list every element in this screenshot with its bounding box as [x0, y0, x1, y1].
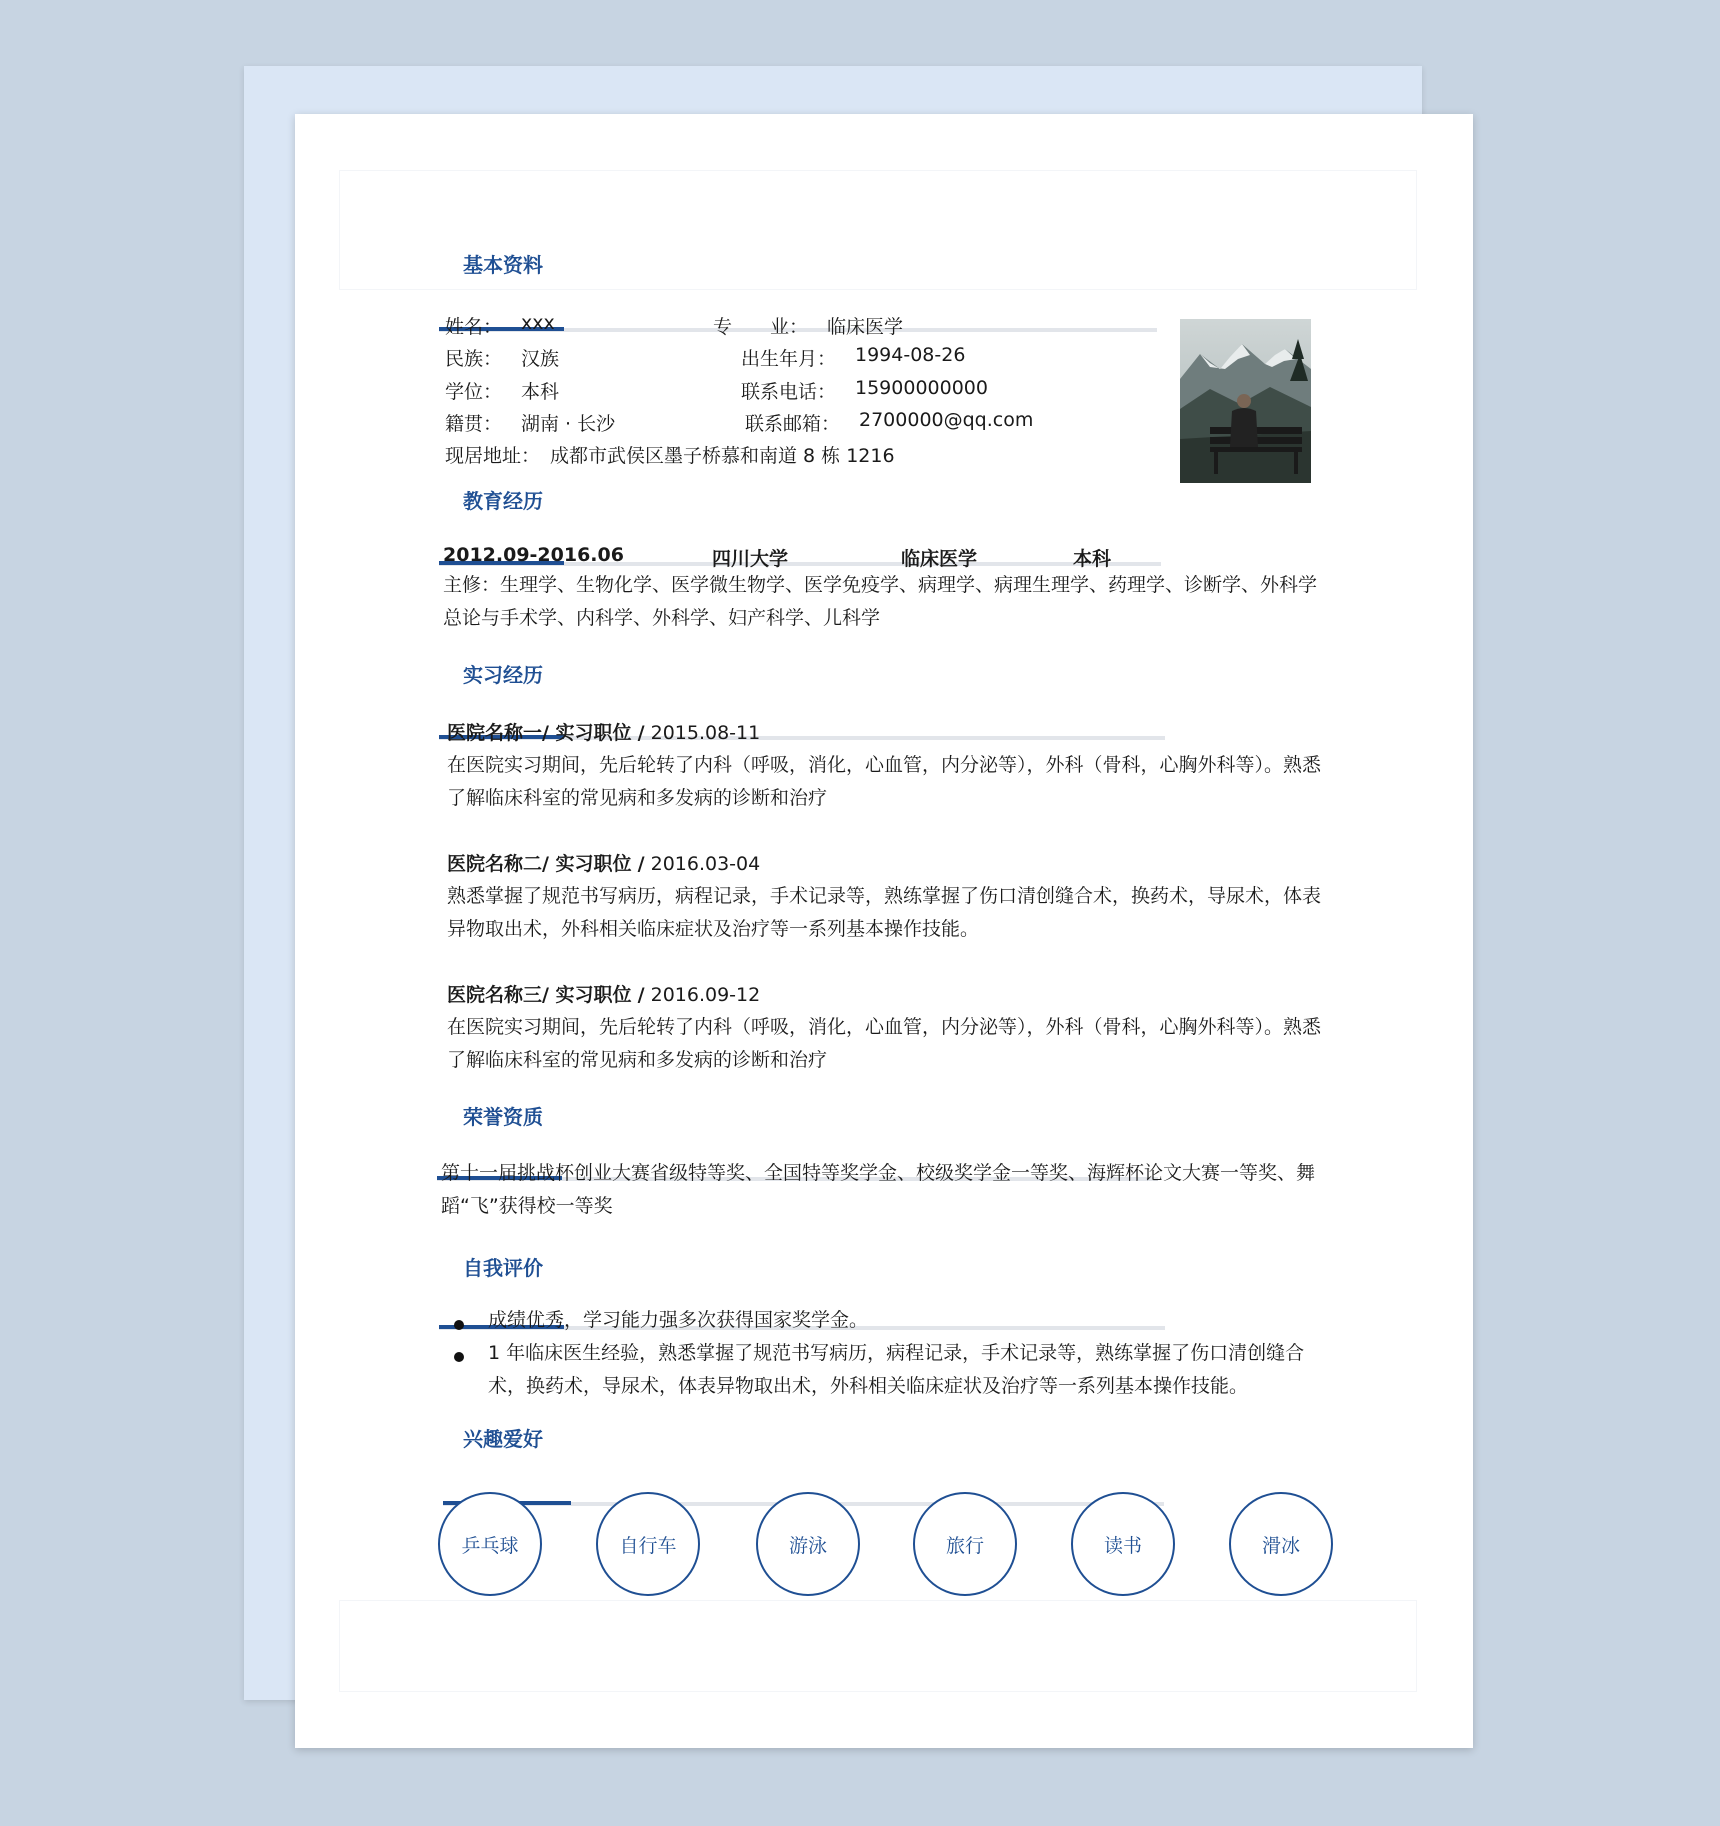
- self-eval-item: 1 年临床医生经验，熟悉掌握了规范书写病历，病程记录，手术记录等，熟练掌握了伤口清创缝合术，换药术，导尿术，体表异物取出术，外科相关临床症状及治疗等一系列基本操作技能。: [488, 1342, 1305, 1397]
- profile-photo: [1180, 319, 1311, 483]
- birth-label: 出生年月：: [741, 348, 837, 370]
- internship-title: 医院名称二/ 实习职位: [447, 853, 632, 875]
- address-label: 现居地址：: [445, 445, 541, 467]
- bullet-icon: [454, 1352, 464, 1362]
- self-eval-item: 成绩优秀，学习能力强多次获得国家奖学金。: [488, 1309, 869, 1331]
- internship-1-desc: 在医院实习期间，先后轮转了内科（呼吸，消化，心血管，内分泌等），外科（骨科，心胸外科等）。熟悉了解临床科室的常见病和多发病的诊断和治疗: [447, 754, 1322, 809]
- hobby-cycling: 自行车: [596, 1492, 700, 1596]
- internship-title: 医院名称一/ 实习职位: [447, 722, 632, 744]
- internship-separator: /: [637, 722, 645, 744]
- internship-2-desc: 熟悉掌握了规范书写病历，病程记录，手术记录等，熟练掌握了伤口清创缝合术，换药术，导尿术，体表异物取出术，外科相关临床症状及治疗等一系列基本操作技能。: [447, 885, 1322, 940]
- internship-separator: /: [637, 853, 645, 875]
- degree-label: 学位：: [445, 381, 503, 403]
- name-value: xxx: [521, 312, 555, 334]
- internship-date: 2015.08-11: [650, 722, 761, 744]
- internship-date: 2016.09-12: [650, 984, 761, 1006]
- internship-separator: /: [637, 984, 645, 1006]
- internship-3-desc: 在医院实习期间，先后轮转了内科（呼吸，消化，心血管，内分泌等），外科（骨科，心胸外科等）。熟悉了解临床科室的常见病和多发病的诊断和治疗: [447, 1016, 1322, 1071]
- internship-2-header: [447, 849, 760, 876]
- section-title-self-eval: 自我评价: [463, 1256, 543, 1280]
- education-major: 临床医学: [901, 548, 978, 570]
- email-value: 2700000@qq.com: [859, 409, 1034, 431]
- degree-value: 本科: [521, 381, 560, 403]
- phone-value: 15900000000: [855, 377, 988, 399]
- education-courses: 主修：生理学、生物化学、医学微生物学、医学免疫学、病理学、病理生理学、药理学、诊断学、外科学总论与手术学、内科学、外科学、妇产科学、儿科学: [443, 574, 1318, 629]
- ethnicity-label: 民族：: [445, 348, 503, 370]
- hobby-reading: 读书: [1071, 1492, 1175, 1596]
- profile-photo-image: [1180, 319, 1311, 483]
- internship-1-header: [447, 718, 760, 745]
- resume-page: [295, 114, 1473, 1748]
- phone-label: 联系电话：: [741, 381, 837, 403]
- education-school: 四川大学: [712, 548, 789, 570]
- hobby-swimming: 游泳: [756, 1492, 860, 1596]
- section-title-hobbies: 兴趣爱好: [463, 1427, 543, 1451]
- major-label: 专 业：: [713, 316, 809, 338]
- internship-title: 医院名称三/ 实习职位: [447, 984, 632, 1006]
- name-label: 姓名：: [445, 316, 503, 338]
- internship-3-header: [447, 980, 760, 1007]
- origin-value: 湖南 · 长沙: [521, 413, 616, 435]
- internship-date: 2016.03-04: [650, 853, 761, 875]
- footer-placeholder-box: [339, 1600, 1417, 1692]
- hobby-skating: 滑冰: [1229, 1492, 1333, 1596]
- section-title-honors: 荣誉资质: [463, 1105, 543, 1129]
- email-label: 联系邮箱：: [745, 413, 841, 435]
- section-title-education: 教育经历: [463, 489, 543, 513]
- section-title-basic: 基本资料: [463, 253, 543, 277]
- education-period: 2012.09-2016.06: [443, 544, 624, 566]
- major-value: 临床医学: [827, 316, 904, 338]
- hobby-travel: 旅行: [913, 1492, 1017, 1596]
- origin-label: 籍贯：: [445, 413, 503, 435]
- ethnicity-value: 汉族: [521, 348, 560, 370]
- section-title-internship: 实习经历: [463, 663, 543, 687]
- education-degree: 本科: [1073, 548, 1112, 570]
- bullet-icon: [454, 1320, 464, 1330]
- birth-value: 1994-08-26: [855, 344, 966, 366]
- hobby-pingpong: 乒乓球: [438, 1492, 542, 1596]
- honors-text: 第十一届挑战杯创业大赛省级特等奖、全国特等奖学金、校级奖学金一等奖、海辉杯论文大赛一等奖、舞蹈“飞”获得校一等奖: [441, 1162, 1316, 1217]
- address-value: 成都市武侯区墨子桥慕和南道 8 栋 1216: [550, 445, 895, 467]
